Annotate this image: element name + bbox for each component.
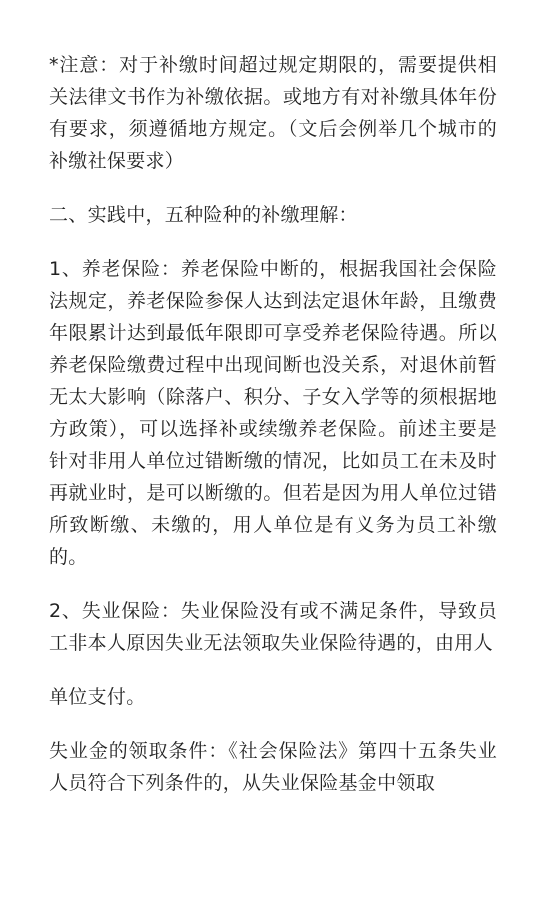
unemployment-continuation-paragraph: 单位支付。 (49, 686, 146, 708)
pension-insurance-paragraph: 1、养老保险：养老保险中断的，根据我国社会保险法规定，养老保险参保人达到法定退休年龄，且缴费年限累计达到最低年限即可享受养老保险待遇。所以养老保险缴费过程中出现间断也没关系，对退休前暂无太大影响（除落户、积分、子女入学等的须根据地方政策），可以选择补或续缴养老保险。前述主要是针对非用人单位过错断缴的情况，比如员工在未及时再就业时，是可以断缴的。但若是因为用人单位过错所致断缴、未缴的，用人单位是有义务为员工补缴的。 (49, 258, 497, 568)
section-heading: 二、实践中，五种险种的补缴理解： (49, 204, 358, 226)
article-body (49, 49, 497, 799)
unemployment-insurance-paragraph: 2、失业保险：失业保险没有或不满足条件，导致员工非本人原因失业无法领取失业保险待遇的，由用人 (49, 600, 497, 654)
unemployment-benefit-conditions-paragraph: 失业金的领取条件：《社会保险法》第四十五条失业人员符合下列条件的，从失业保险基金中领取 (49, 740, 497, 794)
note-paragraph: *注意：对于补缴时间超过规定期限的，需要提供相关法律文书作为补缴依据。或地方有对补缴具体年份有要求，须遵循地方规定。（文后会例举几个城市的补缴社保要求） (49, 54, 497, 172)
